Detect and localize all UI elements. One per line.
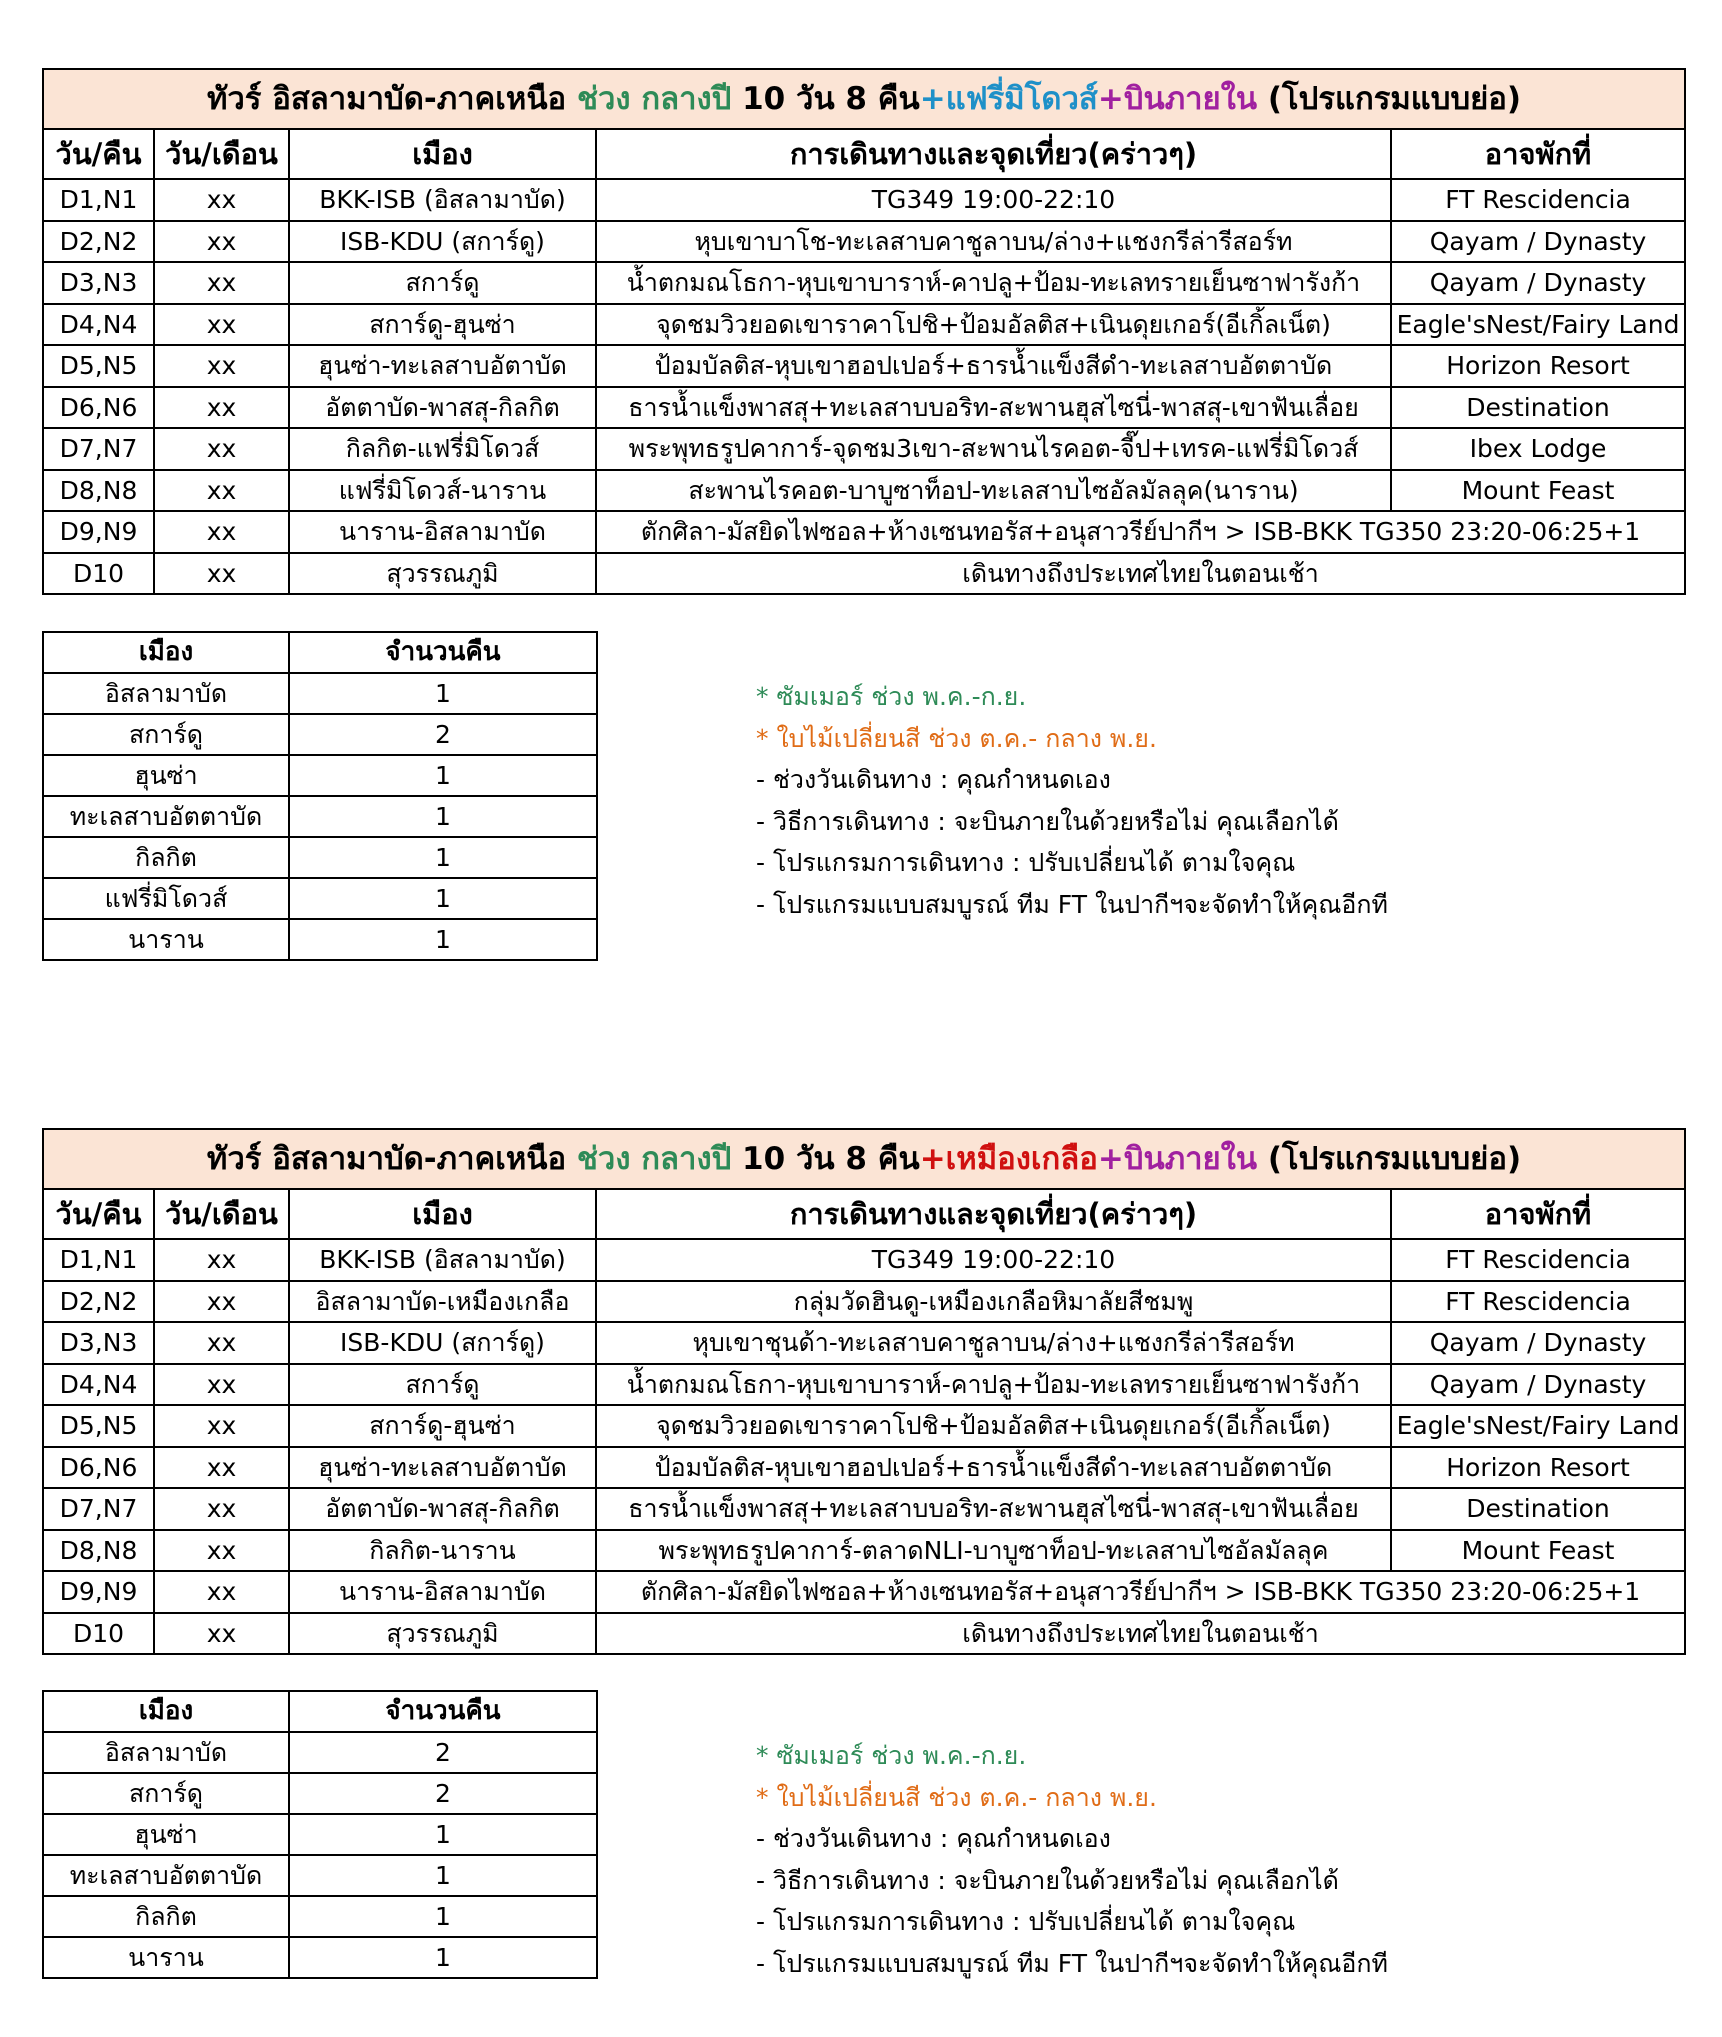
nights-city: กิลกิต — [43, 1896, 289, 1937]
cell-date: xx — [154, 428, 289, 470]
nights-row — [43, 837, 597, 878]
cell-date: xx — [154, 1239, 289, 1281]
cell-day: D4,N4 — [43, 304, 154, 346]
nights-city: นาราน — [43, 1937, 289, 1978]
col-header-date: วัน/เดือน — [154, 1189, 289, 1239]
cell-date: xx — [154, 1281, 289, 1323]
cell-date: xx — [154, 1571, 289, 1613]
cell-day: D7,N7 — [43, 1488, 154, 1530]
nights-city: ฮุนซ่า — [43, 755, 289, 796]
note-dates: - ช่วงวันเดินทาง : คุณกำหนดเอง — [756, 1824, 1111, 1853]
cell-day: D2,N2 — [43, 221, 154, 263]
cell-day: D3,N3 — [43, 1322, 154, 1364]
cell-route: จุดชมวิวยอดเขาราคาโปชิ+ป้อมอัลติส+เนินดุยเกอร์(อีเกิ้ลเน็ต) — [596, 304, 1391, 346]
cell-day: D1,N1 — [43, 1239, 154, 1281]
header-row — [43, 1189, 1685, 1239]
note-program: - โปรแกรมการเดินทาง : ปรับเปลี่ยนได้ ตามใจคุณ — [756, 1907, 1296, 1936]
cell-city: อิสลามาบัด-เหมืองเกลือ — [289, 1281, 596, 1323]
title-addon: +เหมืองเกลือ — [919, 1141, 1098, 1177]
cell-date: xx — [154, 1488, 289, 1530]
table-row — [43, 553, 1685, 595]
cell-date: xx — [154, 1322, 289, 1364]
cell-day: D6,N6 — [43, 1447, 154, 1489]
nights-city: อิสลามาบัด — [43, 673, 289, 714]
nights-count: 1 — [289, 673, 597, 714]
cell-route: ธารน้ำแข็งพาสสุ+ทะเลสาบบอริท-สะพานฮุสไซนี่-พาสสุ-เขาฟันเลื่อย — [596, 387, 1391, 429]
table-row — [43, 1364, 1685, 1406]
table-row — [43, 304, 1685, 346]
cell-city: แฟรี่มิโดวส์-นาราน — [289, 470, 596, 512]
col-header-city: เมือง — [289, 129, 596, 179]
note-program: - โปรแกรมการเดินทาง : ปรับเปลี่ยนได้ ตามใจคุณ — [756, 848, 1296, 877]
itinerary-title — [43, 1129, 1685, 1189]
cell-route: น้ำตกมณโธกา-หุบเขาบาราห์-คาปลู+ป้อม-ทะเลทรายเย็นซาฟารังก้า — [596, 262, 1391, 304]
nights-count: 2 — [289, 1732, 597, 1773]
table-row — [43, 1322, 1685, 1364]
cell-date: xx — [154, 1613, 289, 1655]
nights-row — [43, 755, 597, 796]
cell-hotel: Qayam / Dynasty — [1391, 221, 1685, 263]
title-note: (โปรแกรมแบบย่อ) — [1257, 1141, 1522, 1177]
cell-date: xx — [154, 304, 289, 346]
cell-route: ป้อมบัลติส-หุบเขาฮอปเปอร์+ธารน้ำแข็งสีดำ-ทะเลสาบอัตตาบัด — [596, 345, 1391, 387]
nights-row — [43, 1814, 597, 1855]
cell-date: xx — [154, 179, 289, 221]
cell-day: D5,N5 — [43, 1405, 154, 1447]
cell-route: หุบเขาชุนด้า-ทะเลสาบคาชูลาบน/ล่าง+แชงกรีล่ารีสอร์ท — [596, 1322, 1391, 1364]
cell-day: D7,N7 — [43, 428, 154, 470]
table-row — [43, 1530, 1685, 1572]
nights-row — [43, 919, 597, 960]
cell-city: อัตตาบัด-พาสสุ-กิลกิต — [289, 1488, 596, 1530]
nights-table-2 — [42, 1690, 598, 1979]
cell-city: กิลกิต-นาราน — [289, 1530, 596, 1572]
nights-city: สการ์ดู — [43, 714, 289, 755]
table-row — [43, 1613, 1685, 1655]
cell-city: อัตตาบัด-พาสสุ-กิลกิต — [289, 387, 596, 429]
cell-date: xx — [154, 1447, 289, 1489]
cell-city: สุวรรณภูมิ — [289, 1613, 596, 1655]
cell-route: เดินทางถึงประเทศไทยในตอนเช้า — [596, 1613, 1685, 1655]
nights-count: 1 — [289, 1937, 597, 1978]
nights-city: นาราน — [43, 919, 289, 960]
table-row — [43, 1281, 1685, 1323]
cell-city: ISB-KDU (สการ์ดู) — [289, 221, 596, 263]
note-summer: * ซัมเมอร์ ช่วง พ.ค.-ก.ย. — [756, 1741, 1027, 1770]
col-header-city: เมือง — [43, 632, 289, 673]
cell-hotel: Horizon Resort — [1391, 345, 1685, 387]
col-header-date: วัน/เดือน — [154, 129, 289, 179]
nights-row — [43, 796, 597, 837]
col-header-route: การเดินทางและจุดเที่ยว(คร่าวๆ) — [596, 129, 1391, 179]
table-row — [43, 470, 1685, 512]
col-header-route: การเดินทางและจุดเที่ยว(คร่าวๆ) — [596, 1189, 1391, 1239]
title-season: ช่วง กลางปี — [576, 81, 732, 117]
cell-hotel: Destination — [1391, 1488, 1685, 1530]
cell-city: สุวรรณภูมิ — [289, 553, 596, 595]
cell-hotel: Qayam / Dynasty — [1391, 1364, 1685, 1406]
nights-row — [43, 1855, 597, 1896]
title-part-1: ทัวร์ อิสลามาบัด-ภาคเหนือ — [206, 1141, 577, 1177]
nights-count: 1 — [289, 837, 597, 878]
cell-route: กลุ่มวัดฮินดู-เหมืองเกลือหิมาลัยสีชมพู — [596, 1281, 1391, 1323]
cell-hotel: FT Rescidencia — [1391, 1239, 1685, 1281]
cell-city: สการ์ดู — [289, 1364, 596, 1406]
cell-route: สะพานไรคอต-บาบูซาท็อป-ทะเลสาบไซอัลมัลลุค(นาราน) — [596, 470, 1391, 512]
itinerary-table-2 — [42, 1128, 1686, 1655]
cell-city: สการ์ดู-ฮุนซ่า — [289, 304, 596, 346]
cell-route: พระพุทธรูปคาการ์-จุดชม3เขา-สะพานไรคอต-จี๊ป+เทรค-แฟรี่มิโดวส์ — [596, 428, 1391, 470]
table-row — [43, 1239, 1685, 1281]
itinerary-title — [43, 69, 1685, 129]
col-header-day-night: วัน/คืน — [43, 129, 154, 179]
nights-row — [43, 1896, 597, 1937]
cell-date: xx — [154, 262, 289, 304]
cell-hotel: Eagle'sNest/Fairy Land — [1391, 304, 1685, 346]
cell-date: xx — [154, 511, 289, 553]
nights-count: 1 — [289, 755, 597, 796]
title-duration: 10 วัน 8 คืน — [731, 1141, 920, 1177]
cell-city: สการ์ดู-ฮุนซ่า — [289, 1405, 596, 1447]
col-header-hotel: อาจพักที่ — [1391, 129, 1685, 179]
title-flight: +บินภายใน — [1097, 1141, 1258, 1177]
cell-hotel: Mount Feast — [1391, 1530, 1685, 1572]
nights-count: 1 — [289, 796, 597, 837]
header-row — [43, 129, 1685, 179]
col-header-nights: จำนวนคืน — [289, 632, 597, 673]
itinerary-table-1 — [42, 68, 1686, 595]
cell-hotel: Qayam / Dynasty — [1391, 262, 1685, 304]
table-row — [43, 511, 1685, 553]
cell-city: นาราน-อิสลามาบัด — [289, 511, 596, 553]
cell-hotel: Horizon Resort — [1391, 1447, 1685, 1489]
cell-route: พระพุทธรูปคาการ์-ตลาดNLI-บาบูซาท็อป-ทะเลสาบไซอัลมัลลุค — [596, 1530, 1391, 1572]
nights-row — [43, 673, 597, 714]
table-row — [43, 221, 1685, 263]
cell-hotel: Mount Feast — [1391, 470, 1685, 512]
cell-day: D5,N5 — [43, 345, 154, 387]
cell-day: D8,N8 — [43, 1530, 154, 1572]
cell-date: xx — [154, 345, 289, 387]
cell-route: TG349 19:00-22:10 — [596, 179, 1391, 221]
col-header-day-night: วัน/คืน — [43, 1189, 154, 1239]
cell-date: xx — [154, 1530, 289, 1572]
cell-route: ตักศิลา-มัสยิดไฟซอล+ห้างเซนทอรัส+อนุสาวรีย์ปากีฯ > ISB-BKK TG350 23:20-06:25+1 — [596, 1571, 1685, 1613]
nights-city: ทะเลสาบอัตตาบัด — [43, 1855, 289, 1896]
table-row — [43, 387, 1685, 429]
cell-day: D8,N8 — [43, 470, 154, 512]
cell-city: กิลกิต-แฟรี่มิโดวส์ — [289, 428, 596, 470]
table-row — [43, 1405, 1685, 1447]
cell-city: สการ์ดู — [289, 262, 596, 304]
cell-day: D3,N3 — [43, 262, 154, 304]
cell-day: D4,N4 — [43, 1364, 154, 1406]
nights-city: ทะเลสาบอัตตาบัด — [43, 796, 289, 837]
nights-row — [43, 1732, 597, 1773]
cell-hotel: FT Rescidencia — [1391, 179, 1685, 221]
note-autumn: * ใบไม้เปลี่ยนสี ช่วง ต.ค.- กลาง พ.ย. — [756, 1782, 1157, 1812]
col-header-nights: จำนวนคืน — [289, 1691, 597, 1732]
nights-row — [43, 1773, 597, 1814]
cell-hotel: Ibex Lodge — [1391, 428, 1685, 470]
cell-city: นาราน-อิสลามาบัด — [289, 1571, 596, 1613]
cell-day: D10 — [43, 1613, 154, 1655]
nights-row — [43, 714, 597, 755]
note-dates: - ช่วงวันเดินทาง : คุณกำหนดเอง — [756, 765, 1111, 794]
notes-block-1 — [756, 676, 1388, 925]
nights-city: แฟรี่มิโดวส์ — [43, 878, 289, 919]
cell-day: D1,N1 — [43, 179, 154, 221]
table-row — [43, 1571, 1685, 1613]
cell-route: TG349 19:00-22:10 — [596, 1239, 1391, 1281]
cell-date: xx — [154, 470, 289, 512]
title-addon: +แฟรี่มิโดวส์ — [919, 81, 1098, 117]
title-part-1: ทัวร์ อิสลามาบัด-ภาคเหนือ — [206, 81, 577, 117]
nights-city: ฮุนซ่า — [43, 1814, 289, 1855]
cell-route: ธารน้ำแข็งพาสสุ+ทะเลสาบบอริท-สะพานฮุสไซนี่-พาสสุ-เขาฟันเลื่อย — [596, 1488, 1391, 1530]
cell-day: D9,N9 — [43, 1571, 154, 1613]
col-header-hotel: อาจพักที่ — [1391, 1189, 1685, 1239]
title-flight: +บินภายใน — [1097, 81, 1258, 117]
nights-city: อิสลามาบัด — [43, 1732, 289, 1773]
cell-hotel: Qayam / Dynasty — [1391, 1322, 1685, 1364]
nights-count: 2 — [289, 714, 597, 755]
cell-city: BKK-ISB (อิสลามาบัด) — [289, 1239, 596, 1281]
cell-date: xx — [154, 387, 289, 429]
note-transport: - วิธีการเดินทาง : จะบินภายในด้วยหรือไม่ คุณเลือกได้ — [756, 1865, 1339, 1895]
cell-date: xx — [154, 221, 289, 263]
cell-hotel: FT Rescidencia — [1391, 1281, 1685, 1323]
cell-city: ฮุนซ่า-ทะเลสาบอัตาบัด — [289, 1447, 596, 1489]
cell-route: ป้อมบัลติส-หุบเขาฮอปเปอร์+ธารน้ำแข็งสีดำ-ทะเลสาบอัตตาบัด — [596, 1447, 1391, 1489]
note-full-program: - โปรแกรมแบบสมบูรณ์ ทีม FT ในปากีฯจะจัดทำให้คุณอีกที — [756, 889, 1389, 919]
title-duration: 10 วัน 8 คืน — [731, 81, 920, 117]
cell-route: จุดชมวิวยอดเขาราคาโปชิ+ป้อมอัลติส+เนินดุยเกอร์(อีเกิ้ลเน็ต) — [596, 1405, 1391, 1447]
cell-day: D6,N6 — [43, 387, 154, 429]
table-row — [43, 262, 1685, 304]
cell-hotel: Destination — [1391, 387, 1685, 429]
note-autumn: * ใบไม้เปลี่ยนสี ช่วง ต.ค.- กลาง พ.ย. — [756, 723, 1157, 753]
nights-row — [43, 878, 597, 919]
table-row — [43, 1488, 1685, 1530]
nights-row — [43, 1937, 597, 1978]
cell-route: ตักศิลา-มัสยิดไฟซอล+ห้างเซนทอรัส+อนุสาวรีย์ปากีฯ > ISB-BKK TG350 23:20-06:25+1 — [596, 511, 1685, 553]
nights-count: 1 — [289, 1896, 597, 1937]
cell-city: BKK-ISB (อิสลามาบัด) — [289, 179, 596, 221]
table-row — [43, 345, 1685, 387]
table-row — [43, 428, 1685, 470]
cell-date: xx — [154, 1364, 289, 1406]
cell-hotel: Eagle'sNest/Fairy Land — [1391, 1405, 1685, 1447]
cell-city: ISB-KDU (สการ์ดู) — [289, 1322, 596, 1364]
nights-table-1 — [42, 631, 598, 961]
nights-count: 1 — [289, 919, 597, 960]
cell-day: D9,N9 — [43, 511, 154, 553]
table-row — [43, 179, 1685, 221]
cell-day: D2,N2 — [43, 1281, 154, 1323]
cell-date: xx — [154, 553, 289, 595]
note-transport: - วิธีการเดินทาง : จะบินภายในด้วยหรือไม่ คุณเลือกได้ — [756, 806, 1339, 836]
cell-day: D10 — [43, 553, 154, 595]
nights-city: กิลกิต — [43, 837, 289, 878]
table-row — [43, 1447, 1685, 1489]
notes-block-2 — [756, 1735, 1388, 1984]
cell-route: หุบเขาบาโช-ทะเลสาบคาชูลาบน/ล่าง+แชงกรีล่ารีสอร์ท — [596, 221, 1391, 263]
nights-count: 1 — [289, 1814, 597, 1855]
cell-route: น้ำตกมณโธกา-หุบเขาบาราห์-คาปลู+ป้อม-ทะเลทรายเย็นซาฟารังก้า — [596, 1364, 1391, 1406]
cell-date: xx — [154, 1405, 289, 1447]
nights-header-row — [43, 1691, 597, 1732]
nights-city: สการ์ดู — [43, 1773, 289, 1814]
title-season: ช่วง กลางปี — [576, 1141, 732, 1177]
nights-count: 1 — [289, 1855, 597, 1896]
col-header-city: เมือง — [289, 1189, 596, 1239]
note-summer: * ซัมเมอร์ ช่วง พ.ค.-ก.ย. — [756, 682, 1027, 711]
nights-header-row — [43, 632, 597, 673]
col-header-city: เมือง — [43, 1691, 289, 1732]
cell-city: ฮุนซ่า-ทะเลสาบอัตาบัด — [289, 345, 596, 387]
nights-count: 1 — [289, 878, 597, 919]
note-full-program: - โปรแกรมแบบสมบูรณ์ ทีม FT ในปากีฯจะจัดทำให้คุณอีกที — [756, 1948, 1389, 1978]
cell-route: เดินทางถึงประเทศไทยในตอนเช้า — [596, 553, 1685, 595]
nights-count: 2 — [289, 1773, 597, 1814]
title-note: (โปรแกรมแบบย่อ) — [1257, 81, 1522, 117]
